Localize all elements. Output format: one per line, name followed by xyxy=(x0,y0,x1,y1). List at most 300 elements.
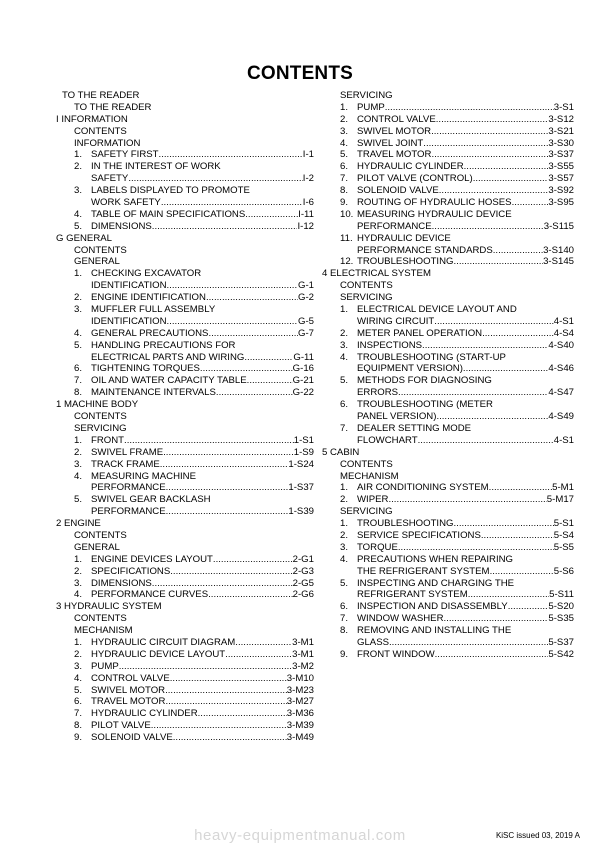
toc-page-number: 3-S1 xyxy=(553,101,574,113)
toc-entry-link[interactable] xyxy=(357,328,574,340)
toc-entry-link[interactable] xyxy=(357,316,574,328)
toc-entry-link[interactable] xyxy=(91,280,314,292)
toc-entry-title: DIMENSIONS xyxy=(91,220,152,232)
toc-entry-link[interactable] xyxy=(357,494,574,506)
toc-page-number: G-5 xyxy=(298,315,314,327)
toc-entry-title[interactable]: ELECTRICAL DEVICE LAYOUT AND xyxy=(357,304,517,316)
toc-page-number: 4-S1 xyxy=(553,315,574,327)
toc-entry xyxy=(56,578,314,590)
toc-dot-leader xyxy=(473,173,549,185)
toc-page-number: 2-G5 xyxy=(292,577,314,589)
toc-entry xyxy=(322,173,574,185)
toc-dot-leader xyxy=(170,566,292,578)
toc-page-number: 3-S145 xyxy=(543,256,574,268)
toc-entry-link[interactable] xyxy=(91,566,314,578)
toc-dot-leader xyxy=(163,447,294,459)
toc-entry-title: SOLENOID VALVE xyxy=(91,732,173,744)
toc-dot-leader xyxy=(198,708,287,720)
toc-dot-leader xyxy=(166,482,289,494)
toc-entry xyxy=(56,185,314,197)
toc-entry-title[interactable]: TROUBLESHOOTING (METER xyxy=(357,399,493,411)
toc-entry-link[interactable] xyxy=(357,649,574,661)
toc-entry-title: IDENTIFICATION xyxy=(91,315,167,327)
toc-entry-number: 1. xyxy=(340,482,349,494)
toc-entry-number: 1. xyxy=(74,434,83,446)
toc-entry xyxy=(56,435,314,447)
toc-entry-link[interactable] xyxy=(357,482,574,494)
toc-entry xyxy=(322,613,574,625)
toc-entry-title: CONTROL VALVE xyxy=(357,113,436,125)
toc-entry-link[interactable] xyxy=(91,375,314,387)
toc-entry xyxy=(56,589,314,601)
toc-entry-link[interactable] xyxy=(91,673,314,685)
toc-page-number: 3-S55 xyxy=(548,161,574,173)
toc-page-number: 5-S11 xyxy=(549,589,574,601)
toc-entry-title: SWIVEL JOINT xyxy=(357,137,424,149)
toc-section-heading: I INFORMATION xyxy=(56,113,128,125)
toc-entry xyxy=(322,554,574,566)
toc-entry xyxy=(56,161,314,173)
toc-entry-number: 1. xyxy=(74,268,83,280)
toc-entry-link[interactable] xyxy=(91,387,314,399)
toc-entry-link[interactable] xyxy=(91,482,314,494)
toc-entry-number: 3. xyxy=(340,125,349,137)
toc-entry-title[interactable]: MEASURING HYDRAULIC DEVICE xyxy=(357,208,512,220)
toc-entry-title[interactable]: REMOVING AND INSTALLING THE xyxy=(357,625,512,637)
toc-dot-leader xyxy=(213,554,293,566)
toc-entry xyxy=(56,328,314,340)
toc-entry-link[interactable] xyxy=(357,126,574,138)
toc-page-number: 5-S5 xyxy=(553,541,574,553)
toc-entry-number: 3. xyxy=(74,185,83,197)
toc-subheading: SERVICING xyxy=(340,506,393,518)
toc-entry-link[interactable] xyxy=(91,696,314,708)
toc-subheading: SERVICING xyxy=(340,90,393,101)
toc-entry-link[interactable] xyxy=(357,149,574,161)
toc-entry-link[interactable] xyxy=(357,637,574,649)
toc-entry-title: FRONT xyxy=(91,434,125,446)
toc-entry-link[interactable] xyxy=(357,185,574,197)
toc-entry-title: SWIVEL MOTOR xyxy=(357,125,432,137)
toc-page-number: I-6 xyxy=(302,197,314,209)
toc-section-heading: 4 ELECTRICAL SYSTEM xyxy=(322,268,431,280)
toc-dot-leader xyxy=(512,197,549,209)
toc-entry-title[interactable]: PRECAUTIONS WHEN REPAIRING xyxy=(357,553,514,565)
toc-dot-leader xyxy=(173,732,287,744)
toc-entry-link[interactable] xyxy=(91,292,314,304)
toc-section-heading: 3 HYDRAULIC SYSTEM xyxy=(56,601,162,613)
toc-entry-link[interactable] xyxy=(91,363,314,375)
toc-entry-link[interactable] xyxy=(91,435,314,447)
toc-dot-leader xyxy=(453,518,553,530)
toc-entry xyxy=(322,245,574,257)
toc-entry xyxy=(56,471,314,483)
toc-subheading: CONTENTS xyxy=(74,411,127,423)
toc-dot-leader xyxy=(398,387,548,399)
toc-entry-link[interactable] xyxy=(91,708,314,720)
toc-entry-link[interactable] xyxy=(91,506,314,518)
toc-entry-title: THE REFRIGERANT SYSTEM xyxy=(357,565,490,577)
toc-subheading: MECHANISM xyxy=(340,470,399,482)
toc-entry xyxy=(56,494,314,506)
toc-page-number: 3-M2 xyxy=(292,660,314,672)
toc-entry xyxy=(56,459,314,471)
toc-entry-number: 4. xyxy=(74,327,83,339)
toc-subheading: CONTENTS xyxy=(74,529,127,541)
toc-entry xyxy=(56,375,314,387)
toc-page-number: 1-S1 xyxy=(293,434,314,446)
toc-entry-number: 1. xyxy=(340,518,349,530)
toc-page-number: 2-G3 xyxy=(292,565,314,577)
toc-dot-leader xyxy=(490,566,554,578)
toc-entry-title[interactable]: METHODS FOR DIAGNOSING xyxy=(357,375,492,387)
toc-entry-title: ERRORS xyxy=(357,387,399,399)
toc-entry-link[interactable] xyxy=(357,566,574,578)
toc-entry-link[interactable] xyxy=(91,209,314,221)
toc-page-number: I-12 xyxy=(297,220,314,232)
toc-entry-number: 2. xyxy=(74,161,83,173)
toc-entry xyxy=(322,578,574,590)
toc-entry-number: 6. xyxy=(340,601,349,613)
toc-entry-title[interactable]: SWIVEL GEAR BACKLASH xyxy=(91,494,211,506)
toc-entry-link[interactable] xyxy=(91,589,314,601)
toc-entry-link[interactable] xyxy=(357,256,574,268)
toc-entry-number: 5. xyxy=(74,684,83,696)
toc-entry-link[interactable] xyxy=(91,221,314,233)
toc-dot-leader xyxy=(468,589,549,601)
toc-entry xyxy=(322,363,574,375)
toc-page-number: 1-S24 xyxy=(288,458,314,470)
toc-entry-number: 3. xyxy=(74,660,83,672)
toc-entry-title: GLASS xyxy=(357,636,389,648)
toc-page-number: 3-S37 xyxy=(548,149,574,161)
toc-entry xyxy=(322,649,574,661)
toc-entry-title[interactable]: HYDRAULIC DEVICE xyxy=(357,232,451,244)
toc-entry xyxy=(322,149,574,161)
toc-entry xyxy=(56,280,314,292)
toc-entry xyxy=(56,197,314,209)
toc-entry-link[interactable] xyxy=(357,114,574,126)
toc-page-number: G-7 xyxy=(298,327,314,339)
toc-entry-link[interactable] xyxy=(91,459,314,471)
toc-dot-leader xyxy=(165,685,287,697)
toc-dot-leader xyxy=(398,542,554,554)
toc-subheading: CONTENTS xyxy=(74,244,127,256)
toc-entry xyxy=(56,554,314,566)
toc-entry-link[interactable] xyxy=(357,102,574,114)
toc-entry-number: 1. xyxy=(74,553,83,565)
toc-entry-link[interactable] xyxy=(357,340,574,352)
toc-entry-title: PUMP xyxy=(357,101,385,113)
toc-page-number: 5-S35 xyxy=(548,613,574,625)
toc-page-number: 5-S6 xyxy=(553,565,574,577)
toc-dot-leader xyxy=(489,482,552,494)
toc-dot-leader xyxy=(436,114,549,126)
toc-entry-link[interactable] xyxy=(357,589,574,601)
toc-dot-leader xyxy=(482,328,554,340)
toc-entry xyxy=(56,732,314,744)
toc-entry-number: 2. xyxy=(340,494,349,506)
toc-page-number: G-22 xyxy=(292,387,314,399)
toc-entry-title: PERFORMANCE CURVES xyxy=(91,589,209,601)
toc-entry-link[interactable] xyxy=(91,316,314,328)
toc-entry-link[interactable] xyxy=(357,245,574,257)
toc-page-number: 3-S92 xyxy=(548,185,574,197)
toc-entry-title[interactable]: INSPECTING AND CHARGING THE xyxy=(357,577,515,589)
toc-entry-number: 1. xyxy=(340,101,349,113)
toc-page-number: 3-M1 xyxy=(292,636,314,648)
toc-entry-title: ENGINE IDENTIFICATION xyxy=(91,292,206,304)
toc-entry xyxy=(322,256,574,268)
toc-entry-number: 9. xyxy=(340,648,349,660)
toc-section-heading: 1 MACHINE BODY xyxy=(56,399,139,411)
toc-entry-link[interactable] xyxy=(91,661,314,673)
toc-entry xyxy=(322,566,574,578)
toc-entry-title: SAFETY xyxy=(91,173,129,185)
toc-entry-number: 7. xyxy=(74,708,83,720)
toc-entry-title[interactable]: IN THE INTEREST OF WORK xyxy=(91,161,221,173)
toc-entry xyxy=(56,447,314,459)
toc-dot-leader xyxy=(244,352,293,364)
toc-entry-number: 6. xyxy=(74,363,83,375)
toc-entry-title: SPECIFICATIONS xyxy=(91,565,171,577)
toc-entry-title: MAINTENANCE INTERVALS xyxy=(91,387,216,399)
toc-entry-number: 4. xyxy=(74,672,83,684)
toc-entry-number: 7. xyxy=(340,613,349,625)
toc-entry-title: WORK SAFETY xyxy=(91,197,161,209)
toc-section-heading: 2 ENGINE xyxy=(56,518,101,530)
toc-dot-leader xyxy=(435,649,549,661)
toc-entry-number: 7. xyxy=(340,173,349,185)
toc-entry-number: 11. xyxy=(340,232,353,244)
toc-entry-title[interactable]: TROUBLESHOOTING (START-UP xyxy=(357,351,506,363)
toc-page-number: G-21 xyxy=(292,375,314,387)
toc-entry-title[interactable]: MUFFLER FULL ASSEMBLY xyxy=(91,304,216,316)
toc-entry-link[interactable] xyxy=(91,732,314,744)
toc-entry-title[interactable]: HANDLING PRECAUTIONS FOR xyxy=(91,339,236,351)
toc-page-number: I-2 xyxy=(302,173,314,185)
toc-entry-number: 4. xyxy=(74,589,83,601)
toc-entry xyxy=(322,411,574,423)
toc-page-number: 1-S37 xyxy=(288,482,314,494)
toc-page-number: 3-M39 xyxy=(286,720,314,732)
toc-page-number: I-1 xyxy=(302,149,314,161)
toc-entry-link[interactable] xyxy=(357,197,574,209)
toc-dot-leader xyxy=(431,126,548,138)
toc-entry-title[interactable]: MEASURING MACHINE xyxy=(91,470,197,482)
toc-entry xyxy=(56,661,314,673)
toc-entry-number: 5. xyxy=(74,494,83,506)
toc-entry-title: SERVICE SPECIFICATIONS xyxy=(357,529,481,541)
toc-section-heading: TO THE READER xyxy=(62,90,140,101)
toc-page-number: 5-S37 xyxy=(548,636,574,648)
toc-page-number: 3-S95 xyxy=(548,197,574,209)
toc-dot-leader xyxy=(152,578,293,590)
toc-entry-title: SAFETY FIRST xyxy=(91,149,159,161)
toc-entry xyxy=(56,696,314,708)
toc-page-number: G-2 xyxy=(298,292,314,304)
toc-entry xyxy=(322,494,574,506)
toc-entry-number: 8. xyxy=(340,625,349,637)
toc-entry-link[interactable] xyxy=(357,411,574,423)
toc-page-number: 4-S47 xyxy=(548,387,574,399)
toc-dot-leader xyxy=(385,102,554,114)
toc-entry-number: 8. xyxy=(74,387,83,399)
toc-left-column xyxy=(56,90,314,744)
toc-entry-number: 4. xyxy=(340,553,349,565)
toc-entry-link[interactable] xyxy=(91,447,314,459)
toc-page-number: 2-G6 xyxy=(292,589,314,601)
toc-entry-number: 2. xyxy=(74,648,83,660)
toc-page-number: 4-S4 xyxy=(553,327,574,339)
toc-entry-link[interactable] xyxy=(91,649,314,661)
toc-dot-leader xyxy=(119,661,292,673)
toc-entry xyxy=(56,566,314,578)
toc-entry-title: CONTROL VALVE xyxy=(91,672,170,684)
toc-entry-number: 2. xyxy=(74,292,83,304)
toc-entry xyxy=(322,209,574,221)
toc-entry-title: PUMP xyxy=(91,660,119,672)
toc-entry xyxy=(56,506,314,518)
toc-entry-link[interactable] xyxy=(91,637,314,649)
toc-entry-title: PILOT VALVE (CONTROL) xyxy=(357,173,473,185)
toc-entry-title: HYDRAULIC CYLINDER xyxy=(357,161,464,173)
toc-entry xyxy=(322,435,574,447)
toc-page-number: 5-S4 xyxy=(553,529,574,541)
toc-entry-title: SOLENOID VALVE xyxy=(357,185,439,197)
toc-dot-leader xyxy=(247,375,293,387)
toc-dot-leader xyxy=(235,637,292,649)
toc-entry-title: SWIVEL FRAME xyxy=(91,446,164,458)
toc-entry-number: 1. xyxy=(74,636,83,648)
toc-subheading: INFORMATION xyxy=(74,137,141,149)
toc-entry-link[interactable] xyxy=(357,518,574,530)
toc-entry-number: 3. xyxy=(340,339,349,351)
toc-entry-title: REFRIGERANT SYSTEM xyxy=(357,589,468,601)
toc-entry-number: 1. xyxy=(340,304,349,316)
toc-entry-title: TRAVEL MOTOR xyxy=(357,149,432,161)
toc-page-number: 3-S140 xyxy=(543,244,574,256)
toc-entry-link[interactable] xyxy=(357,387,574,399)
toc-page-number: 3-M23 xyxy=(286,684,314,696)
toc-dot-leader xyxy=(436,411,548,423)
toc-entry-title: WIPER xyxy=(357,494,389,506)
toc-entry-link[interactable] xyxy=(91,149,314,161)
toc-entry-title: INSPECTION AND DISASSEMBLY xyxy=(357,601,508,613)
toc-entry-link[interactable] xyxy=(357,173,574,185)
toc-entry xyxy=(56,708,314,720)
toc-entry xyxy=(56,340,314,352)
toc-entry-number: 5. xyxy=(74,339,83,351)
toc-dot-leader xyxy=(160,459,289,471)
toc-dot-leader xyxy=(453,256,543,268)
toc-entry xyxy=(322,126,574,138)
toc-entry-title[interactable]: LABELS DISPLAYED TO PROMOTE xyxy=(91,185,250,197)
toc-dot-leader xyxy=(493,245,543,257)
toc-dot-leader xyxy=(481,530,554,542)
toc-entry-link[interactable] xyxy=(91,197,314,209)
toc-entry-link[interactable] xyxy=(357,435,574,447)
toc-entry-link[interactable] xyxy=(357,138,574,150)
toc-entry xyxy=(322,138,574,150)
toc-entry xyxy=(322,530,574,542)
toc-entry xyxy=(56,149,314,161)
toc-entry xyxy=(56,649,314,661)
toc-entry-title: PERFORMANCE xyxy=(91,482,166,494)
toc-entry-link[interactable] xyxy=(91,328,314,340)
toc-dot-leader xyxy=(389,637,548,649)
toc-section-heading: 5 CABIN xyxy=(322,446,360,458)
toc-entry-title: TIGHTENING TORQUES xyxy=(91,363,200,375)
toc-page-number: 5-S42 xyxy=(548,648,574,660)
toc-dot-leader xyxy=(128,173,302,185)
toc-subheading: SERVICING xyxy=(74,422,127,434)
toc-entry-title: AIR CONDITIONING SYSTEM xyxy=(357,482,489,494)
toc-subheading: GENERAL xyxy=(74,256,120,268)
toc-entry xyxy=(322,589,574,601)
toc-entry-link[interactable] xyxy=(91,352,314,364)
toc-dot-leader xyxy=(388,494,546,506)
toc-entry-link[interactable] xyxy=(357,363,574,375)
toc-entry-link[interactable] xyxy=(357,601,574,613)
toc-entry xyxy=(56,352,314,364)
toc-entry-title: TORQUE xyxy=(357,541,398,553)
toc-entry-link[interactable] xyxy=(91,554,314,566)
toc-entry-title: FRONT WINDOW xyxy=(357,648,435,660)
toc-entry-title: EQUIPMENT VERSION) xyxy=(357,363,463,375)
toc-page-number: 1-S9 xyxy=(293,446,314,458)
toc-entry xyxy=(322,304,574,316)
toc-entry-title: TABLE OF MAIN SPECIFICATIONS xyxy=(91,208,246,220)
toc-dot-leader xyxy=(151,720,287,732)
toc-entry-number: 5. xyxy=(340,149,349,161)
toc-entry-number: 5. xyxy=(340,577,349,589)
toc-entry-title: SWIVEL MOTOR xyxy=(91,684,166,696)
toc-entry-number: 5. xyxy=(340,375,349,387)
toc-entry-link[interactable] xyxy=(357,613,574,625)
toc-entry-link[interactable] xyxy=(357,161,574,173)
toc-page-number: 4-S46 xyxy=(548,363,574,375)
toc-page-number: G-16 xyxy=(292,363,314,375)
toc-dot-leader xyxy=(431,149,548,161)
toc-dot-leader xyxy=(245,209,298,221)
toc-entry-title: WINDOW WASHER xyxy=(357,613,444,625)
toc-page-number: 3-M36 xyxy=(286,708,314,720)
toc-entry-link[interactable] xyxy=(357,542,574,554)
toc-entry-link[interactable] xyxy=(91,720,314,732)
toc-entry-title[interactable]: DEALER SETTING MODE xyxy=(357,422,472,434)
toc-entry-link[interactable] xyxy=(357,221,574,233)
toc-page-number: G-11 xyxy=(293,351,314,363)
toc-entry xyxy=(322,197,574,209)
toc-entry-title[interactable]: CHECKING EXCAVATOR xyxy=(91,268,202,280)
toc-dot-leader xyxy=(167,316,298,328)
toc-entry xyxy=(56,173,314,185)
toc-entry xyxy=(56,363,314,375)
toc-entry-number: 7. xyxy=(340,422,349,434)
toc-entry-link[interactable] xyxy=(357,530,574,542)
toc-dot-leader xyxy=(165,696,286,708)
toc-entry xyxy=(322,328,574,340)
toc-entry-link[interactable] xyxy=(91,173,314,185)
toc-entry-number: 2. xyxy=(74,565,83,577)
toc-dot-leader xyxy=(444,613,549,625)
toc-entry-link[interactable] xyxy=(91,578,314,590)
toc-dot-leader xyxy=(208,328,298,340)
toc-page-number: 3-S115 xyxy=(543,220,574,232)
toc-dot-leader xyxy=(152,221,298,233)
toc-entry-link[interactable] xyxy=(91,685,314,697)
